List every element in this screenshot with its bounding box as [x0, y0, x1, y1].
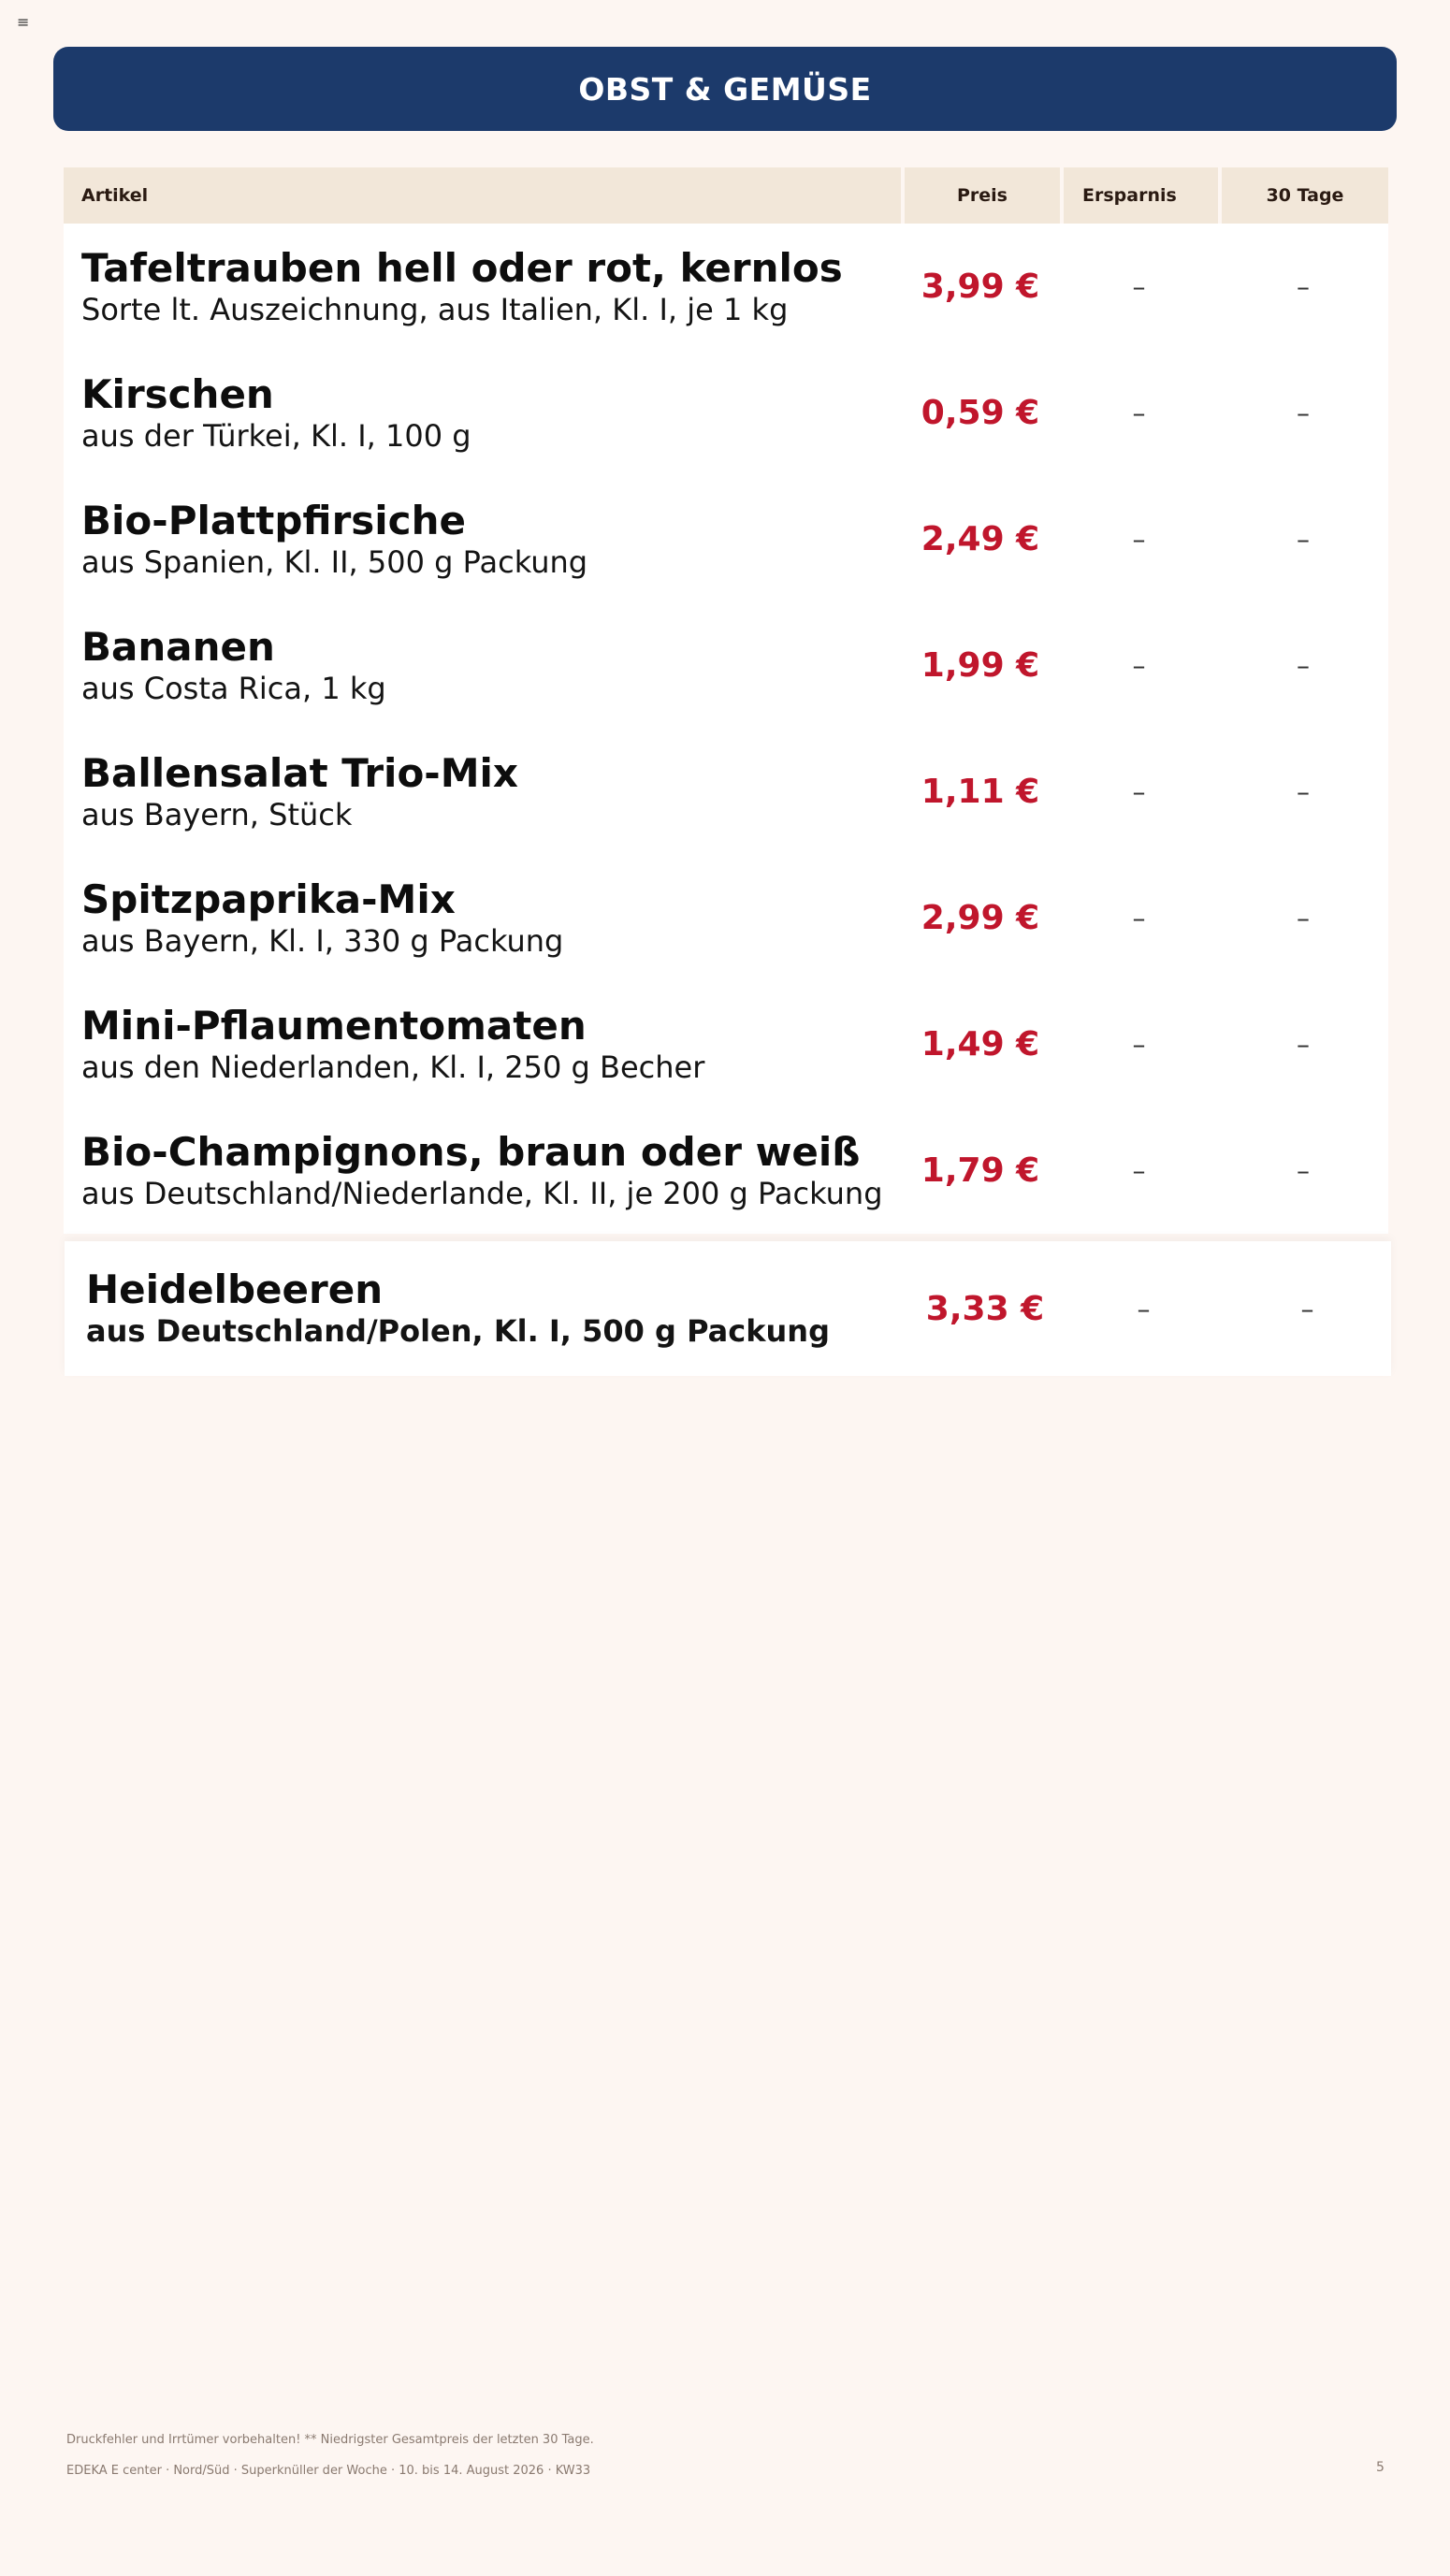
table-row — [64, 224, 1388, 350]
product-name: Kirschen — [81, 370, 274, 417]
savings-value: – — [1132, 903, 1146, 933]
price-value: 1,79 € — [921, 1151, 1040, 1190]
product-name: Tafeltrauben hell oder rot, kernlos — [81, 244, 843, 291]
article-cell — [64, 625, 901, 707]
days30-value: – — [1297, 524, 1310, 555]
section-banner — [53, 47, 1397, 131]
savings-value: – — [1132, 650, 1146, 681]
product-name: Mini-Pflaumentomaten — [81, 1002, 587, 1049]
product-description: Sorte lt. Auszeichnung, aus Italien, Kl. I, je 1 kg — [81, 291, 789, 327]
table-row — [64, 1107, 1388, 1234]
section-title: OBST & GEMÜSE — [578, 70, 872, 108]
savings-value: – — [1132, 398, 1146, 428]
days30-value: – — [1297, 903, 1310, 933]
product-name: Spitzpaprika-Mix — [81, 876, 456, 922]
product-description: aus den Niederlanden, Kl. I, 250 g Becher — [81, 1049, 705, 1085]
days30-value: – — [1297, 1155, 1310, 1186]
product-description: aus Bayern, Stück — [81, 796, 353, 832]
days30-value: – — [1297, 1029, 1310, 1060]
product-description: aus Bayern, Kl. I, 330 g Packung — [81, 922, 564, 959]
days30-value: – — [1297, 398, 1310, 428]
price-value: 1,49 € — [921, 1025, 1040, 1064]
product-name: Bananen — [81, 623, 275, 670]
table-row — [64, 855, 1388, 981]
table-row — [64, 981, 1388, 1107]
price-value: 3,99 € — [921, 268, 1040, 306]
header-30-days: 30 Tage — [1222, 167, 1388, 224]
header-price: Preis — [905, 167, 1060, 224]
savings-value: – — [1137, 1293, 1151, 1324]
article-cell — [64, 246, 901, 328]
menu-icon[interactable]: ≡ — [17, 13, 30, 31]
savings-value: – — [1132, 1029, 1146, 1060]
product-name: Bio-Plattpfirsiche — [81, 497, 466, 543]
article-cell — [64, 1004, 901, 1086]
savings-value: – — [1132, 776, 1146, 807]
page-number: 5 — [1376, 2460, 1385, 2475]
table-row — [64, 729, 1388, 855]
product-description: aus Costa Rica, 1 kg — [81, 670, 386, 706]
product-description: aus Deutschland/Niederlande, Kl. II, je 200 g Packung — [81, 1175, 883, 1211]
price-value: 2,49 € — [921, 520, 1040, 558]
article-cell — [65, 1267, 906, 1350]
highlight-row — [65, 1241, 1391, 1376]
footer-disclaimer: Druckfehler und Irrtümer vorbehalten! ** Niedrigster Gesamtpreis der letzten 30 Tage. — [66, 2433, 594, 2447]
table-row — [64, 350, 1388, 476]
days30-value: – — [1297, 650, 1310, 681]
price-value: 3,33 € — [925, 1289, 1045, 1328]
article-cell — [64, 751, 901, 833]
days30-value: – — [1300, 1293, 1314, 1324]
article-cell — [64, 499, 901, 581]
days30-value: – — [1297, 776, 1310, 807]
article-cell — [64, 1130, 901, 1212]
product-name: Ballensalat Trio-Mix — [81, 749, 519, 796]
product-name: Bio-Champignons, braun oder weiß — [81, 1128, 861, 1175]
price-table — [64, 167, 1388, 1234]
price-value: 2,99 € — [921, 899, 1040, 937]
days30-value: – — [1297, 271, 1310, 302]
product-description: aus Deutschland/Polen, Kl. I, 500 g Packung — [86, 1313, 830, 1349]
savings-value: – — [1132, 524, 1146, 555]
table-header — [64, 167, 1388, 224]
table-row — [64, 602, 1388, 729]
savings-value: – — [1132, 271, 1146, 302]
footer-info: EDEKA E center · Nord/Süd · Superknüller der Woche · 10. bis 14. August 2026 · KW33 — [66, 2464, 591, 2478]
savings-value: – — [1132, 1155, 1146, 1186]
price-value: 1,99 € — [921, 646, 1040, 685]
price-value: 0,59 € — [921, 394, 1040, 432]
header-savings: Ersparnis — [1064, 167, 1218, 224]
product-name: Heidelbeeren — [86, 1266, 384, 1312]
product-description: aus Spanien, Kl. II, 500 g Packung — [81, 543, 588, 580]
price-value: 1,11 € — [921, 773, 1040, 811]
product-description: aus der Türkei, Kl. I, 100 g — [81, 417, 471, 454]
table-body — [64, 224, 1388, 1234]
article-cell — [64, 877, 901, 960]
article-cell — [64, 372, 901, 455]
table-row — [64, 476, 1388, 602]
header-article: Artikel — [64, 167, 901, 224]
